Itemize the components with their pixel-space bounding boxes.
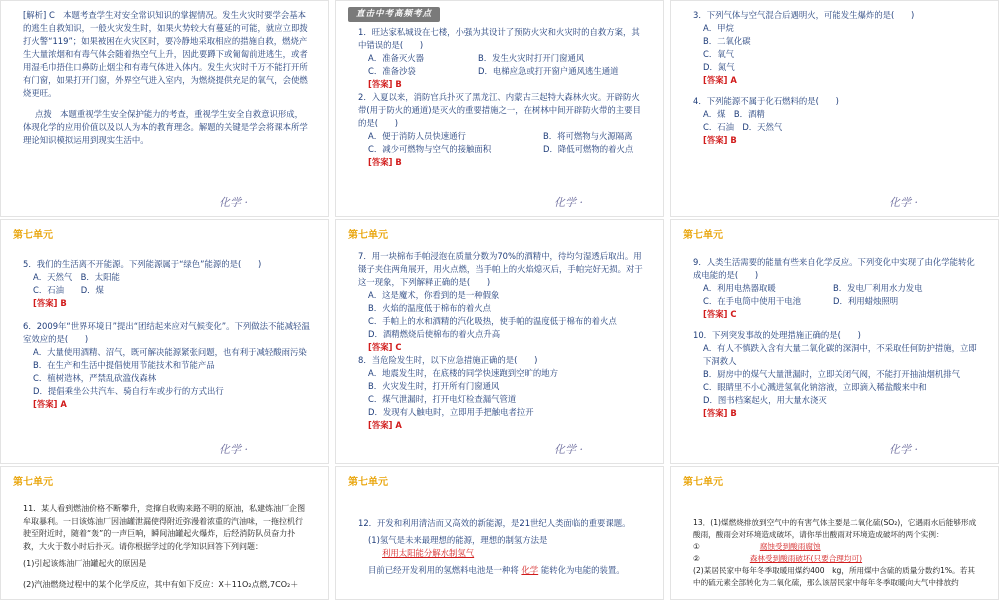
q6-answer: [答案] A — [33, 399, 67, 409]
q12-part-2-text-b: 能转化为电能的装置。 — [540, 565, 625, 575]
slide-9 — [670, 466, 999, 600]
unit-label: 第七单元 — [348, 230, 388, 241]
q11-part-1: (1)引起该炼油厂油罐起火的原因是 — [23, 559, 147, 568]
q13-marker-1: ① — [693, 542, 700, 551]
question-13: 13．(1)煤燃烧排放到空气中的有害气体主要是二氧化硫(SO₂)，它遇雨水后能够形成酸雨，酸雨会对环境造成破坏，请你举出酸雨对环境造成破坏的两个实例： — [693, 518, 977, 539]
question-11: 11．某人看到燃油价格不断攀升，竞撺自收购来路不明的原油，私建炼油厂企图牟取暴利。一日该炼油厂因油罐泄漏使得附近弥漫着浓重的汽油味，一拖拉机行驶至附近时，随着“轰”的一声巨响，瞬间油罐起火爆炸，后经消防队员奋力扑救，大火于数小时后扑灭。请你根据学过的化学知识回答下列问题： — [23, 504, 306, 551]
q6-option-d: D．提倡乘坐公共汽车、骑自行车或步行的方式出行 — [33, 386, 224, 396]
question-10: 10．下列突发事故的处理措施正确的是( ) — [693, 330, 861, 340]
q5-answer: [答案] B — [33, 298, 67, 308]
question-1: 1．旺达家私城设在七楼，小强为其设计了预防火灾和火灾时的自救方案，其中错误的是( ) — [358, 27, 640, 50]
slide-7-content — [23, 503, 310, 591]
q5-options-ab: A．天然气 B．太阳能 — [33, 272, 120, 282]
slide-footer: 化学 · — [889, 196, 918, 209]
q8-option-b: B．火灾发生时，打开所有门窗通风 — [368, 381, 500, 391]
slide-footer: 化学 · — [554, 443, 583, 456]
q5-options-cd: C．石油 D．煤 — [33, 285, 104, 295]
slide-2-content — [358, 9, 645, 169]
q6-option-c: C．植树造林，严禁乱砍滥伐森林 — [33, 373, 157, 383]
q8-answer: [答案] A — [368, 420, 402, 430]
q1-option-b: B．发生火灾时打开门窗通风 — [478, 53, 585, 63]
slide-9-content — [693, 517, 980, 589]
q12-answer-1: 利用太阳能分解水制氢气 — [382, 548, 475, 558]
question-12: 12．开发和利用清洁而又高效的新能源，是21世纪人类面临的重要课题。 — [358, 518, 631, 528]
slide-4 — [0, 219, 329, 464]
q1-option-a: A．准备灭火器 — [368, 53, 424, 63]
q12-part-1: (1)氢气是未来最理想的能源，理想的制氢方法是 — [368, 535, 548, 545]
q10-option-c: C．眼睛里不小心溅进氢氧化钠溶液，立即滴入稀盐酸来中和 — [703, 382, 927, 392]
q2-option-b: B．将可燃物与火源隔离 — [543, 131, 633, 141]
slide-footer: 化学 · — [889, 443, 918, 456]
slide-4-content — [23, 258, 310, 411]
q9-option-c: C．在手电筒中使用干电池 — [703, 296, 801, 306]
slide-3 — [670, 0, 999, 217]
q8-option-a: A．地震发生时，在底楼的同学快速跑到空旷的地方 — [368, 368, 558, 378]
question-5: 5．我们的生活离不开能源。下列能源属于“绿色”能源的是( ) — [23, 259, 262, 269]
q2-option-a: A．便于消防人员快速通行 — [368, 131, 466, 141]
q9-option-d: D．利用蜡烛照明 — [833, 296, 899, 306]
q10-answer: [答案] B — [703, 408, 737, 418]
analysis-text: [解析] C 本题考查学生对安全常识知识的掌握情况。发生火灾时要学会基本的逃生自救知识，一般火灾发生时，如果火势较大有蔓延的可能，就应立即拨打火警“119”；如果被困在火灾区时，要冷静地采取相应的措施自救，燃烧产生大量浓烟和有毒气体会随着热空气上升，因此要蹲下或匍匐前进逃生，或者用湿毛巾捂住口鼻防止烟尘和有毒气体进入体内。发生火灾时千万不能打开所有门窗，如果打开门窗，外界空气进入室内，为燃烧提供充足的氧气，会使燃烧更旺。 — [23, 10, 308, 98]
q7-option-b: B．火焰的温度低于棉布的着火点 — [368, 303, 491, 313]
q13-answer-2: 森林受到酸雨破坏(只要合理均可) — [749, 554, 863, 563]
q13-marker-2: ② — [693, 554, 700, 563]
q7-option-d: D．酒精燃烧后使棉布的着火点升高 — [368, 329, 501, 339]
q1-option-c: C．准备沙袋 — [368, 66, 416, 76]
q6-option-b: B．在生产和生活中提倡使用节能技术和节能产品 — [33, 360, 215, 370]
slide-footer: 化学 · — [554, 196, 583, 209]
slide-2 — [335, 0, 664, 217]
q3-option-a: A．甲烷 — [703, 23, 734, 33]
unit-label: 第七单元 — [683, 477, 723, 488]
slide-7 — [0, 466, 329, 600]
slide-1-content — [23, 9, 310, 147]
q2-answer: [答案] B — [368, 157, 402, 167]
q7-option-c: C．手帕上的水和酒精的汽化吸热，使手帕的温度低于棉布的着火点 — [368, 316, 617, 326]
q13-part-2: (2)某居民家中每年冬季取暖用煤约400 kg，所用煤中含硫的质量分数约1%。若其中的硫元素全部转化为二氧化硫，那么该居民家中每年冬季取暖向大气中排放约 — [693, 566, 975, 587]
q12-part-2-text-a: 目前已经开发利用的氢燃料电池是一种将 — [368, 565, 519, 575]
q3-option-b: B．二氧化碳 — [703, 36, 751, 46]
q9-option-b: B．发电厂利用水力发电 — [833, 283, 923, 293]
question-3: 3．下列气体与空气混合后遇明火，可能发生爆炸的是( ) — [693, 10, 915, 20]
slide-6-content — [693, 256, 980, 420]
slide-footer: 化学 · — [219, 196, 248, 209]
q9-option-a: A．利用电热器取暖 — [703, 283, 776, 293]
question-2: 2．入夏以来，消防官兵扑灭了黑龙江、内蒙古三起特大森林火灾。开辟防火带(用于防火的通道)是灭火的重要措施之一，在树林中间开辟防火带的主要目的是( ) — [358, 92, 641, 128]
q3-option-c: C．氧气 — [703, 49, 734, 59]
tip-text: 点拨 本题重视学生安全保护能力的考查，重视学生安全自救意识形成，体现化学的应用价值以及以人为本的教育理念。解题的关键是学会将课本所学理论知识模拟运用到现实生活中。 — [23, 109, 308, 145]
q11-part-2: (2)汽油燃烧过程中的某个化学反应，其中有如下反应：X＋11O₂点燃,7CO₂＋ — [23, 579, 299, 589]
q4-options-cd: C．石油 D．天然气 — [703, 122, 783, 132]
q1-answer: [答案] B — [368, 79, 402, 89]
q7-answer: [答案] C — [368, 342, 402, 352]
slide-8-content — [358, 517, 645, 577]
q3-answer: [答案] A — [703, 75, 737, 85]
question-6: 6．2009年“世界环境日”提出“团结起来应对气候变化”。下列做法不能减轻温室效应的是( ) — [23, 321, 310, 344]
unit-label: 第七单元 — [348, 477, 388, 488]
slide-1 — [0, 0, 329, 217]
slide-6 — [670, 219, 999, 464]
q8-option-c: C．煤气泄漏时，打开电灯检查漏气管道 — [368, 394, 517, 404]
q7-option-a: A．这是魔术，你看到的是一种假象 — [368, 290, 500, 300]
slide-3-content — [693, 9, 980, 147]
slide-5-content — [358, 250, 645, 432]
q10-option-a: A．有人不慎跌入含有大量二氧化碳的深洞中，不采取任何防护措施，立即下洞救人 — [703, 343, 977, 366]
q13-answer-1: 腐蚀受到酸雨腐蚀 — [759, 542, 821, 551]
question-8: 8．当危险发生时，以下应急措施正确的是( ) — [358, 355, 538, 365]
unit-label: 第七单元 — [683, 230, 723, 241]
q12-answer-2: 化学 — [521, 565, 539, 575]
q10-option-d: D．图书档案起火，用大量水浇灭 — [703, 395, 827, 405]
slide-8 — [335, 466, 664, 600]
q2-option-d: D．降低可燃物的着火点 — [543, 144, 634, 154]
q6-option-a: A．大量使用酒精、沼气，既可解决能源紧张问题，也有利于减轻酸雨污染 — [33, 347, 307, 357]
q4-answer: [答案] B — [703, 135, 737, 145]
q3-option-d: D．氮气 — [703, 62, 735, 72]
question-9: 9．人类生活需要的能量有些来自化学反应。下列变化中实现了由化学能转化成电能的是( ) — [693, 257, 975, 280]
question-4: 4．下列能源不属于化石燃料的是( ) — [693, 96, 839, 106]
q1-option-d: D．电梯应急或打开窗户通风逃生通道 — [478, 66, 619, 76]
q9-answer: [答案] C — [703, 309, 737, 319]
unit-label: 第七单元 — [13, 230, 53, 241]
q4-options-ab: A．煤 B．酒精 — [703, 109, 765, 119]
question-7: 7．用一块棉布手帕浸泡在质量分数为70%的酒精中，待均匀湿透后取出。用镊子夹住两角展开，用火点燃，当手帕上的火焰熄灭后，手帕完好无损。对于这一现象，下列解释正确的是( ) — [358, 251, 643, 287]
q8-option-d: D．发现有人触电时，立即用手把触电者拉开 — [368, 407, 534, 417]
q10-option-b: B．厨房中的煤气大量泄漏时，立即关闭气阀，不能打开抽油烟机排气 — [703, 369, 960, 379]
section-badge: 直击中考高频考点 — [348, 7, 440, 22]
slide-footer: 化学 · — [219, 443, 248, 456]
slide-5 — [335, 219, 664, 464]
q2-option-c: C．减少可燃物与空气的接触面积 — [368, 144, 492, 154]
unit-label: 第七单元 — [13, 477, 53, 488]
